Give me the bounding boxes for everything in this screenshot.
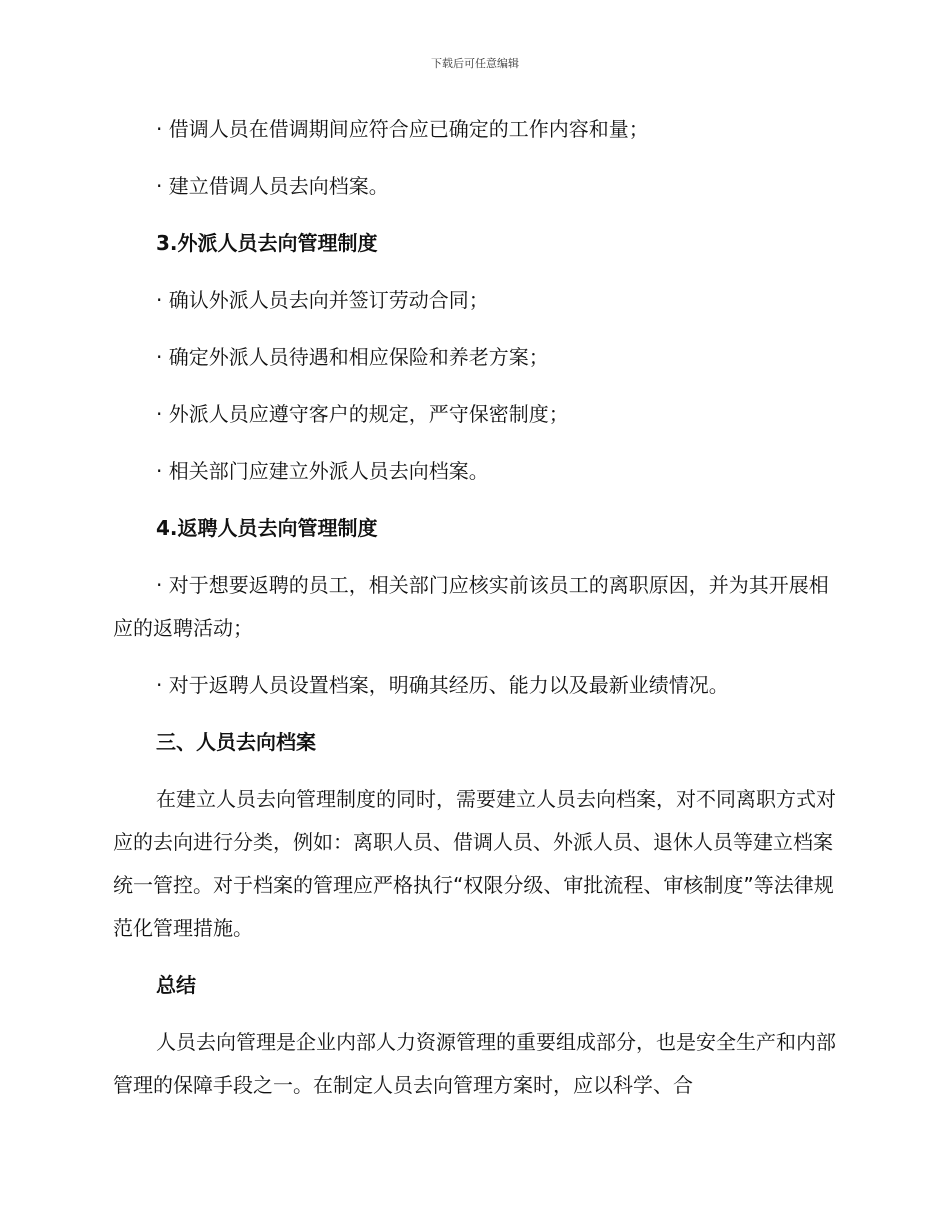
- bullet-paragraph: · 相关部门应建立外派人员去向档案。: [156, 459, 489, 483]
- section-heading: 4.返聘人员去向管理制度: [156, 516, 378, 540]
- bullet-paragraph: · 对于返聘人员设置档案，明确其经历、能力以及最新业绩情况。: [156, 673, 729, 697]
- document-body: [113, 108, 837, 1121]
- bullet-paragraph: · 对于想要返聘的员工，相关部门应核实前该员工的离职原因，并为其开展相应的返聘活动；: [113, 573, 829, 640]
- bullet-paragraph: · 确定外派人员待遇和相应保险和养老方案；: [156, 345, 549, 369]
- page-header: 下载后可任意编辑: [431, 57, 519, 70]
- section-heading: 三、人员去向档案: [156, 730, 316, 754]
- body-paragraph: 在建立人员去向管理制度的同时，需要建立人员去向档案，对不同离职方式对应的去向进行分类，例如：离职人员、借调人员、外派人员、退休人员等建立档案统一管控。对于档案的管理应严格执行“权限分级、审批流程、审核制度”等法律规范化管理措施。: [113, 787, 836, 940]
- bullet-paragraph: · 外派人员应遵守客户的规定，严守保密制度；: [156, 402, 569, 426]
- body-paragraph: 人员去向管理是企业内部人力资源管理的重要组成部分，也是安全生产和内部管理的保障手段之一。在制定人员去向管理方案时，应以科学、合: [113, 1030, 836, 1097]
- bullet-paragraph: · 借调人员在借调期间应符合应已确定的工作内容和量；: [156, 117, 649, 141]
- section-heading: 3.外派人员去向管理制度: [156, 231, 378, 255]
- bullet-paragraph: · 确认外派人员去向并签订劳动合同；: [156, 288, 489, 312]
- bullet-paragraph: · 建立借调人员去向档案。: [156, 174, 389, 198]
- section-heading: 总结: [156, 973, 196, 997]
